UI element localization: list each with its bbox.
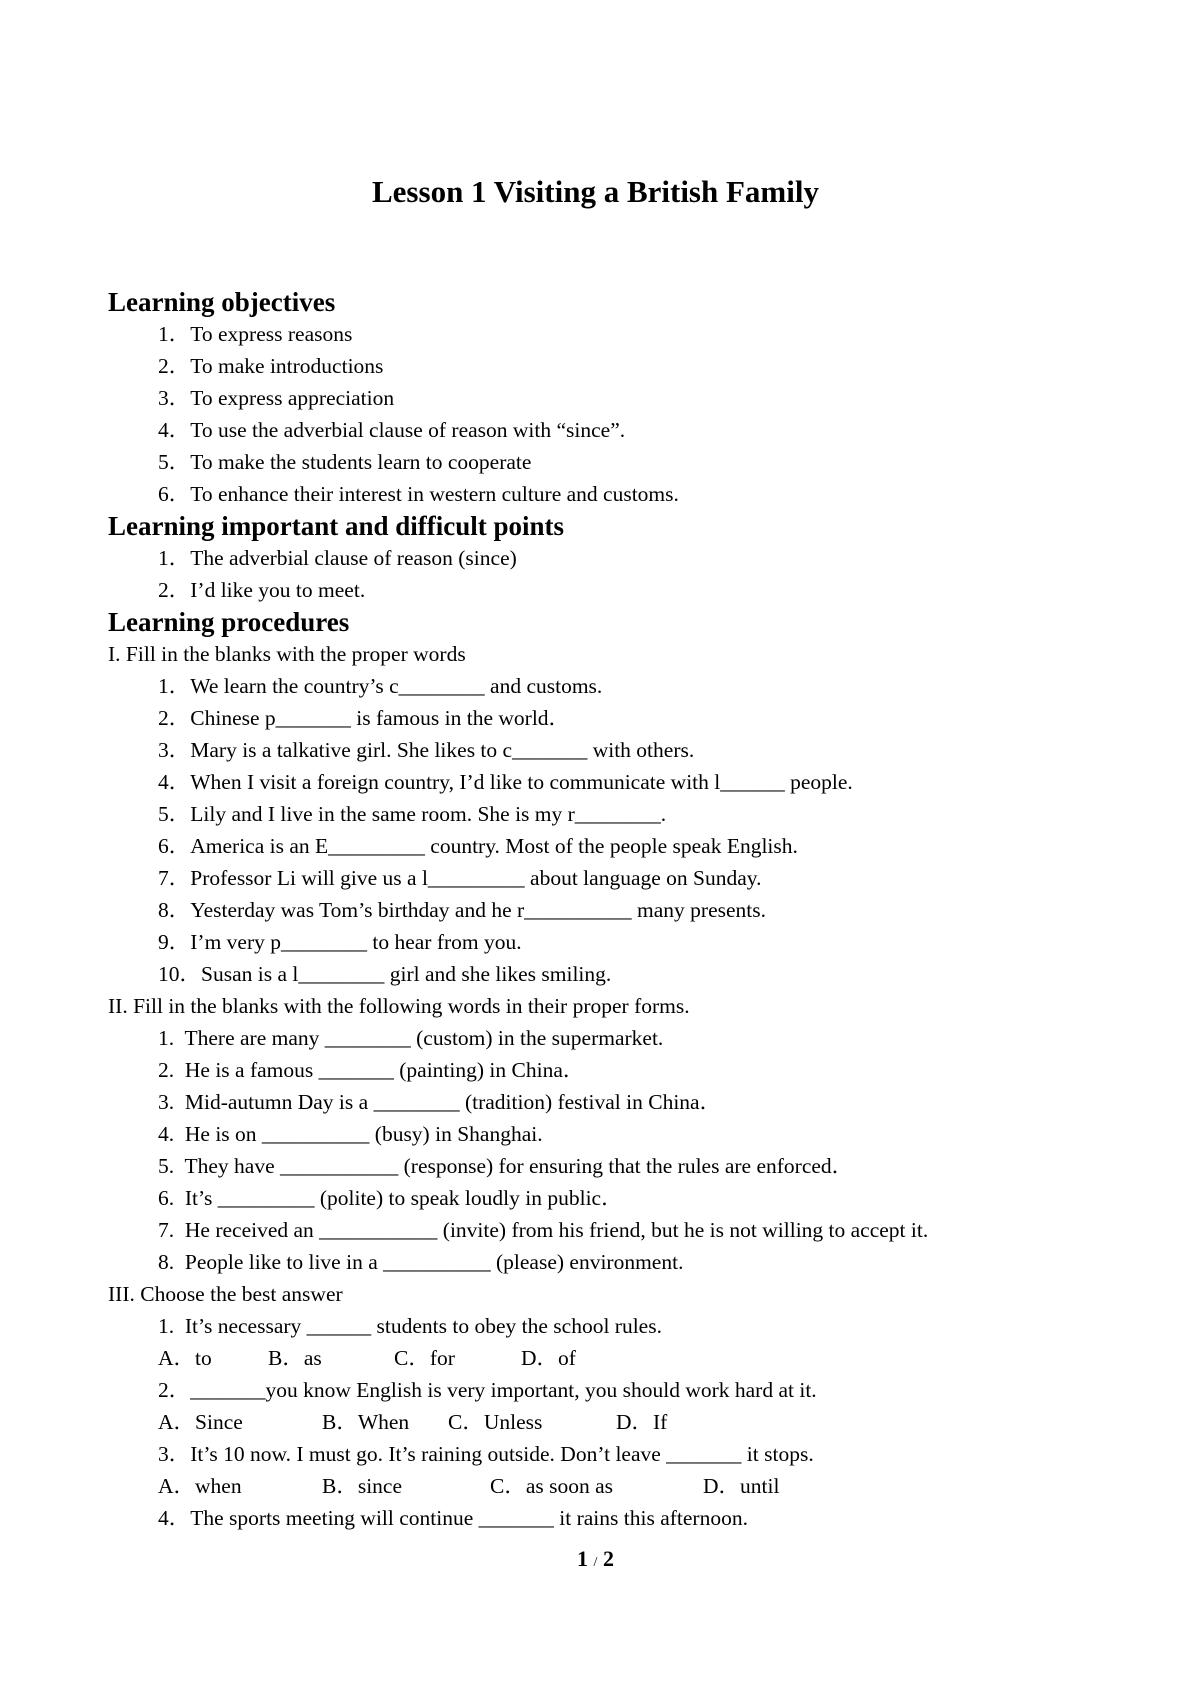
answer-option: B．since <box>322 1474 403 1498</box>
procedures-heading: Learning procedures <box>108 607 350 637</box>
exercise-item: 5．Lily and I live in the same room. She is my r________. <box>158 802 667 826</box>
question-text: 2．_______you know English is very important, you should work hard at it. <box>158 1378 817 1402</box>
question-text: 3．It’s 10 now. I must go. It’s raining outside. Don’t leave _______ it stops. <box>158 1442 814 1466</box>
document-body <box>108 286 1118 1534</box>
exercise-item: 8. People like to live in a __________ (please) environment. <box>158 1250 684 1274</box>
exercise-item: 3. Mid-autumn Day is a ________ (tradition) festival in China． <box>158 1090 722 1114</box>
objectives-list <box>108 318 1118 510</box>
list-item: 1．The adverbial clause of reason (since) <box>158 546 517 570</box>
exercise-item: 2. He is a famous _______ (painting) in China． <box>158 1058 585 1082</box>
list-item: 6．To enhance their interest in western culture and customs. <box>158 482 679 506</box>
page-current: 1 <box>577 1546 589 1571</box>
exercise-item: 5. They have ___________ (response) for ensuring that the rules are enforced． <box>158 1154 854 1178</box>
answer-options <box>108 1342 1118 1374</box>
answer-options <box>108 1406 1118 1438</box>
exercise-item: 8．Yesterday was Tom’s birthday and he r__________ many presents. <box>158 898 766 922</box>
exercise-item: 4．When I visit a foreign country, I’d like to communicate with l______ people. <box>158 770 853 794</box>
exercise-item: 7．Professor Li will give us a l_________ about language on Sunday. <box>158 866 762 890</box>
exercise-item: 1. There are many ________ (custom) in the supermarket. <box>158 1026 664 1050</box>
list-item: 2．I’d like you to meet. <box>158 578 366 602</box>
exercise-item: 6．America is an E_________ country. Most of the people speak English. <box>158 834 798 858</box>
points-list <box>108 542 1118 606</box>
answer-option: D．If <box>616 1410 668 1434</box>
page-number <box>0 1545 1191 1577</box>
list-item: 2．To make introductions <box>158 354 384 378</box>
exercise-item: 4. He is on __________ (busy) in Shanghai. <box>158 1122 543 1146</box>
answer-option: A．to <box>158 1346 212 1370</box>
points-heading: Learning important and difficult points <box>108 511 565 541</box>
answer-option: C．Unless <box>448 1410 543 1434</box>
part3-title: III. Choose the best answer <box>108 1282 343 1306</box>
question-text: 4．The sports meeting will continue _______ it rains this afternoon. <box>158 1506 748 1530</box>
list-item: 3．To express appreciation <box>158 386 395 410</box>
exercise-item: 6. It’s _________ (polite) to speak loudly in public． <box>158 1186 623 1210</box>
answer-option: B．When <box>322 1410 410 1434</box>
objectives-heading: Learning objectives <box>108 287 336 317</box>
exercise-item: 9．I’m very p________ to hear from you. <box>158 930 522 954</box>
list-item: 5．To make the students learn to cooperate <box>158 450 532 474</box>
answer-options <box>108 1470 1118 1502</box>
part1-list <box>108 670 1118 990</box>
answer-option: A．Since <box>158 1410 243 1434</box>
part3-list <box>108 1310 1118 1534</box>
part2-list <box>108 1022 1118 1278</box>
part2-title: II. Fill in the blanks with the following words in their proper forms. <box>108 994 690 1018</box>
list-item: 1．To express reasons <box>158 322 353 346</box>
page-separator: / <box>593 1555 598 1570</box>
question-text: 1. It’s necessary ______ students to obey the school rules. <box>158 1314 662 1338</box>
answer-option: B．as <box>268 1346 322 1370</box>
answer-option: A．when <box>158 1474 242 1498</box>
answer-option: D．of <box>521 1346 576 1370</box>
exercise-item: 3．Mary is a talkative girl. She likes to c_______ with others. <box>158 738 695 762</box>
exercise-item: 7. He received an ___________ (invite) from his friend, but he is not willing to accept it. <box>158 1218 929 1242</box>
part1-title: I. Fill in the blanks with the proper words <box>108 642 466 666</box>
page-title: Lesson 1 Visiting a British Family <box>372 174 819 209</box>
list-item: 4．To use the adverbial clause of reason with “since”. <box>158 418 626 442</box>
answer-option: C．as soon as <box>490 1474 614 1498</box>
exercise-item: 2．Chinese p_______ is famous in the world． <box>158 706 571 730</box>
exercise-item: 10．Susan is a l________ girl and she likes smiling. <box>158 962 612 986</box>
answer-option: C．for <box>394 1346 455 1370</box>
page-total: 2 <box>602 1546 614 1571</box>
exercise-item: 1．We learn the country’s c________ and customs. <box>158 674 603 698</box>
answer-option: D．until <box>703 1474 780 1498</box>
